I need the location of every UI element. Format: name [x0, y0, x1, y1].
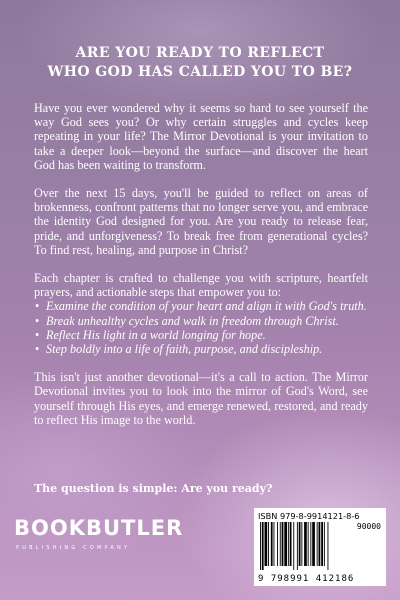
barcode-bar [288, 522, 289, 566]
barcode-bars [260, 522, 354, 570]
barcode-bar [280, 522, 281, 566]
barcode-bar [274, 522, 275, 566]
barcode-bar [324, 522, 325, 566]
closing-question: The question is simple: Are you ready? [34, 482, 273, 495]
barcode-bar [328, 522, 329, 570]
barcode-bar [304, 522, 307, 566]
barcode-bar [265, 522, 268, 566]
isbn-barcode-box [254, 508, 386, 586]
heading-line-1: ARE YOU READY TO REFLECT [75, 45, 325, 61]
bullet-item: • Reflect His light in a world longing for hope. [46, 328, 368, 342]
barcode-bar [312, 522, 315, 566]
barcode-bar [308, 522, 309, 566]
isbn-text: ISBN 979-8-9914121-8-6 [258, 511, 360, 521]
publisher-name: BOOKBUTLER [14, 516, 184, 540]
blurb-body [34, 101, 368, 441]
barcode-bar [310, 522, 311, 566]
bullet-item: • Step boldly into a life of faith, purpose, and discipleship. [46, 342, 368, 356]
barcode-bar [284, 522, 287, 566]
barcode-bar [317, 522, 318, 566]
barcode-bar [299, 522, 301, 566]
barcode-digits: 9 798991 412186 [258, 574, 355, 584]
barcode-bar [319, 522, 321, 566]
barcode-bar [268, 522, 269, 566]
barcode-bar [297, 522, 298, 570]
blurb-paragraph-4: This isn't just another devotional—it's a call to action. The Mirror Devotional invites you to look into the mirror of God's Word, see yourself through His eyes, and emerge renewed, restored, and ready to reflect His image to the world. [34, 370, 368, 427]
barcode-bar [282, 522, 284, 566]
publisher-tagline: PUBLISHING COMPANY [16, 545, 131, 551]
bullet-item: • Break unhealthy cycles and walk in freedom through Christ. [46, 314, 368, 328]
barcode-bar [290, 522, 292, 566]
barcode-bar [293, 522, 294, 570]
barcode-bar [321, 522, 323, 566]
cover-heading [20, 44, 380, 82]
bullet-item: • Examine the condition of your heart and align it with God's truth. [46, 299, 368, 313]
blurb-paragraph-2: Over the next 15 days, you'll be guided to reflect on areas of brokenness, confront patterns that no longer serve you, and embrace the identity God designed for you. Are you ready to release fear, pride, and unforgiveness? To break free from generational cycles? To find rest, healing, and purpose in Christ? [34, 186, 368, 257]
barcode-bar [260, 522, 261, 570]
barcode-bar [271, 522, 273, 566]
blurb-paragraph-1: Have you ever wondered why it seems so hard to see yourself the way God sees you? Or why certain struggles and cycles keep repeating in your life? The Mirror Devotional is your invitation to take a deeper look—beyond the surface—and discover the heart God has been waiting to transform. [34, 101, 368, 172]
barcode-bar [301, 522, 302, 566]
publisher-logo [14, 516, 184, 566]
blurb-paragraph-3: Each chapter is crafted to challenge you with scripture, heartfelt prayers, and actionable steps that empower you to: [34, 271, 368, 300]
heading-line-2: WHO GOD HAS CALLED YOU TO BE? [47, 64, 353, 80]
price-code: 90000 [356, 522, 381, 531]
barcode-bar [277, 522, 278, 566]
barcode-bar [262, 522, 264, 570]
bullet-list [34, 299, 368, 356]
